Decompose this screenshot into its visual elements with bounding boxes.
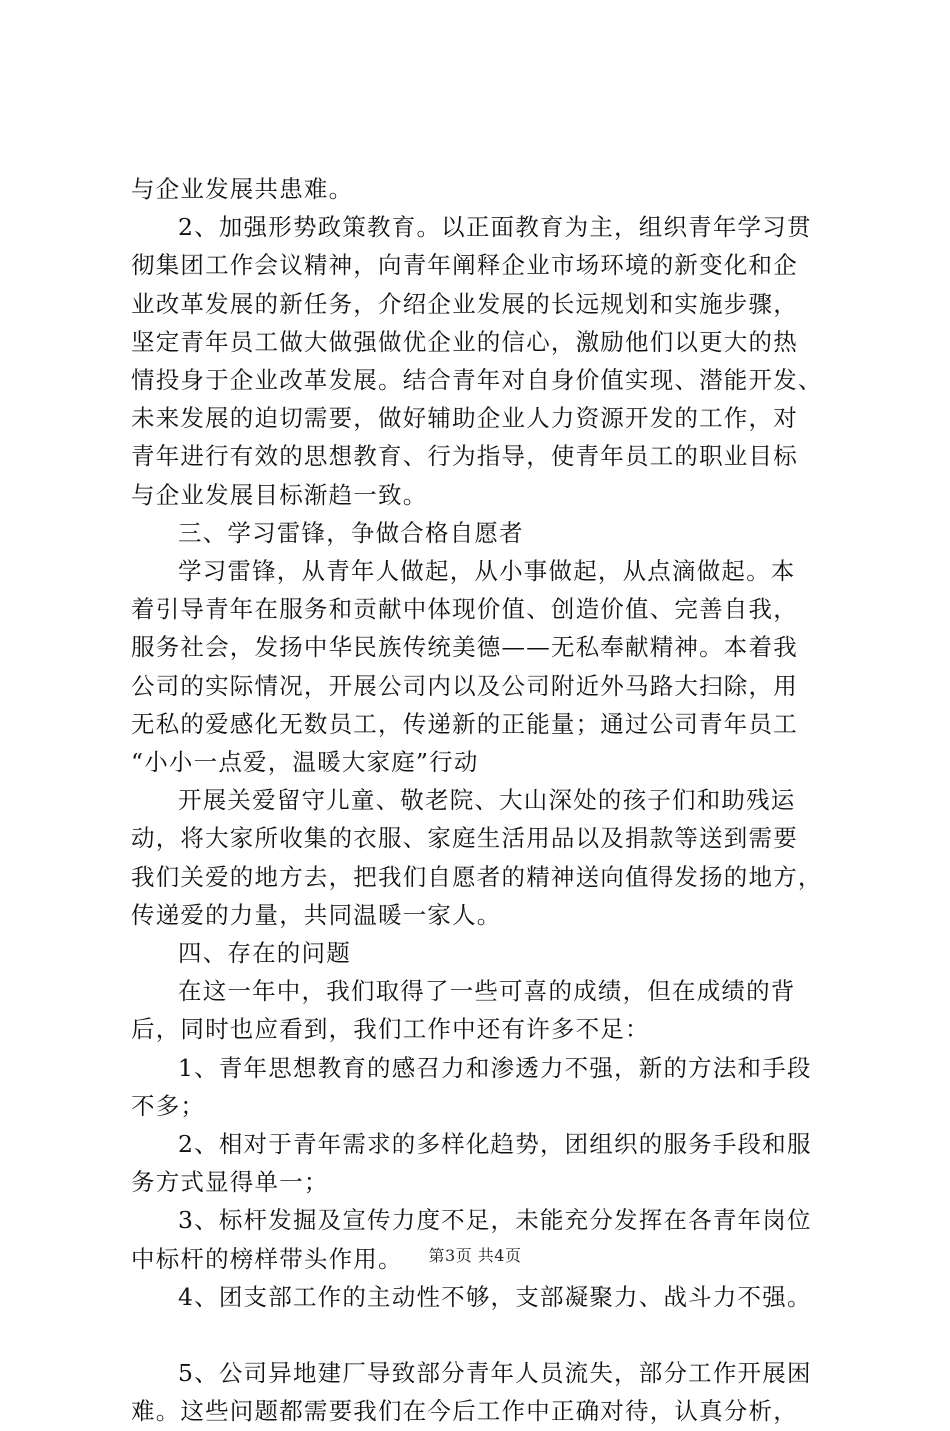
text-line: 着引导青年在服务和贡献中体现价值、创造价值、完善自我， <box>131 595 798 624</box>
text-line: 务方式显得单一； <box>131 1168 329 1197</box>
document-body <box>131 170 831 1431</box>
text-line: 与企业发展共患难。 <box>131 175 354 203</box>
text-line: 后，同时也应看到，我们工作中还有许多不足： <box>131 1015 650 1044</box>
text-line: 业改革发展的新任务，介绍企业发展的长远规划和实施步骤， <box>131 289 798 318</box>
text-line: 2、相对于青年需求的多样化趋势，团组织的服务手段和服 <box>178 1130 812 1159</box>
text-line: 我们关爱的地方去，把我们自愿者的精神送向值得发扬的地方， <box>131 862 823 891</box>
text-line: 公司的实际情况，开展公司内以及公司附近外马路大扫除，用 <box>131 671 798 700</box>
text-line: 与企业发展目标渐趋一致。 <box>131 480 428 509</box>
text-line: 在这一年中，我们取得了一些可喜的成绩，但在成绩的背 <box>178 977 796 1006</box>
page-footer: 第3页 共4页 <box>428 1246 522 1265</box>
text-line: 5、公司异地建厂导致部分青年人员流失，部分工作开展困 <box>178 1359 812 1388</box>
text-line: 3、标杆发掘及宣传力度不足，未能充分发挥在各青年岗位 <box>178 1206 812 1235</box>
text-line: 2、加强形势政策教育。以正面教育为主，组织青年学习贯 <box>178 213 812 242</box>
text-line: 无私的爱感化无数员工，传递新的正能量；通过公司青年员工 <box>131 709 798 738</box>
text-line: 开展关爱留守儿童、敬老院、大山深处的孩子们和助残运 <box>178 786 796 815</box>
text-line: 不多； <box>131 1091 206 1120</box>
text-line: 坚定青年员工做大做强做优企业的信心，激励他们以更大的热 <box>131 327 798 356</box>
text-line: 彻集团工作会议精神，向青年阐释企业市场环境的新变化和企 <box>131 251 798 280</box>
text-line: 难。这些问题都需要我们在今后工作中正确对待，认真分析， <box>131 1397 798 1426</box>
text-line: 传递爱的力量，共同温暖一家人。 <box>131 900 502 929</box>
text-line: 1、青年思想教育的感召力和渗透力不强，新的方法和手段 <box>178 1053 812 1082</box>
text-line: “小小一点爱，温暖大家庭”行动 <box>131 748 479 777</box>
paragraph-gap <box>131 1316 831 1354</box>
text-line: 情投身于企业改革发展。结合青年对自身价值实现、潜能开发、 <box>131 366 823 395</box>
text-line: 中标杆的榜样带头作用。 <box>131 1244 403 1273</box>
section-heading: 四、存在的问题 <box>178 939 351 968</box>
text-line: 未来发展的迫切需要，做好辅助企业人力资源开发的工作，对 <box>131 404 798 433</box>
text-line: 服务社会，发扬中华民族传统美德——无私奉献精神。本着我 <box>131 633 798 662</box>
text-line: 青年进行有效的思想教育、行为指导，使青年员工的职业目标 <box>131 442 798 471</box>
text-line: 4、团支部工作的主动性不够，支部凝聚力、战斗力不强。 <box>178 1282 812 1311</box>
text-line: 动，将大家所收集的衣服、家庭生活用品以及捐款等送到需要 <box>131 824 798 853</box>
text-line: 学习雷锋，从青年人做起，从小事做起，从点滴做起。本 <box>178 557 796 586</box>
section-heading: 三、学习雷锋，争做合格自愿者 <box>178 518 524 547</box>
